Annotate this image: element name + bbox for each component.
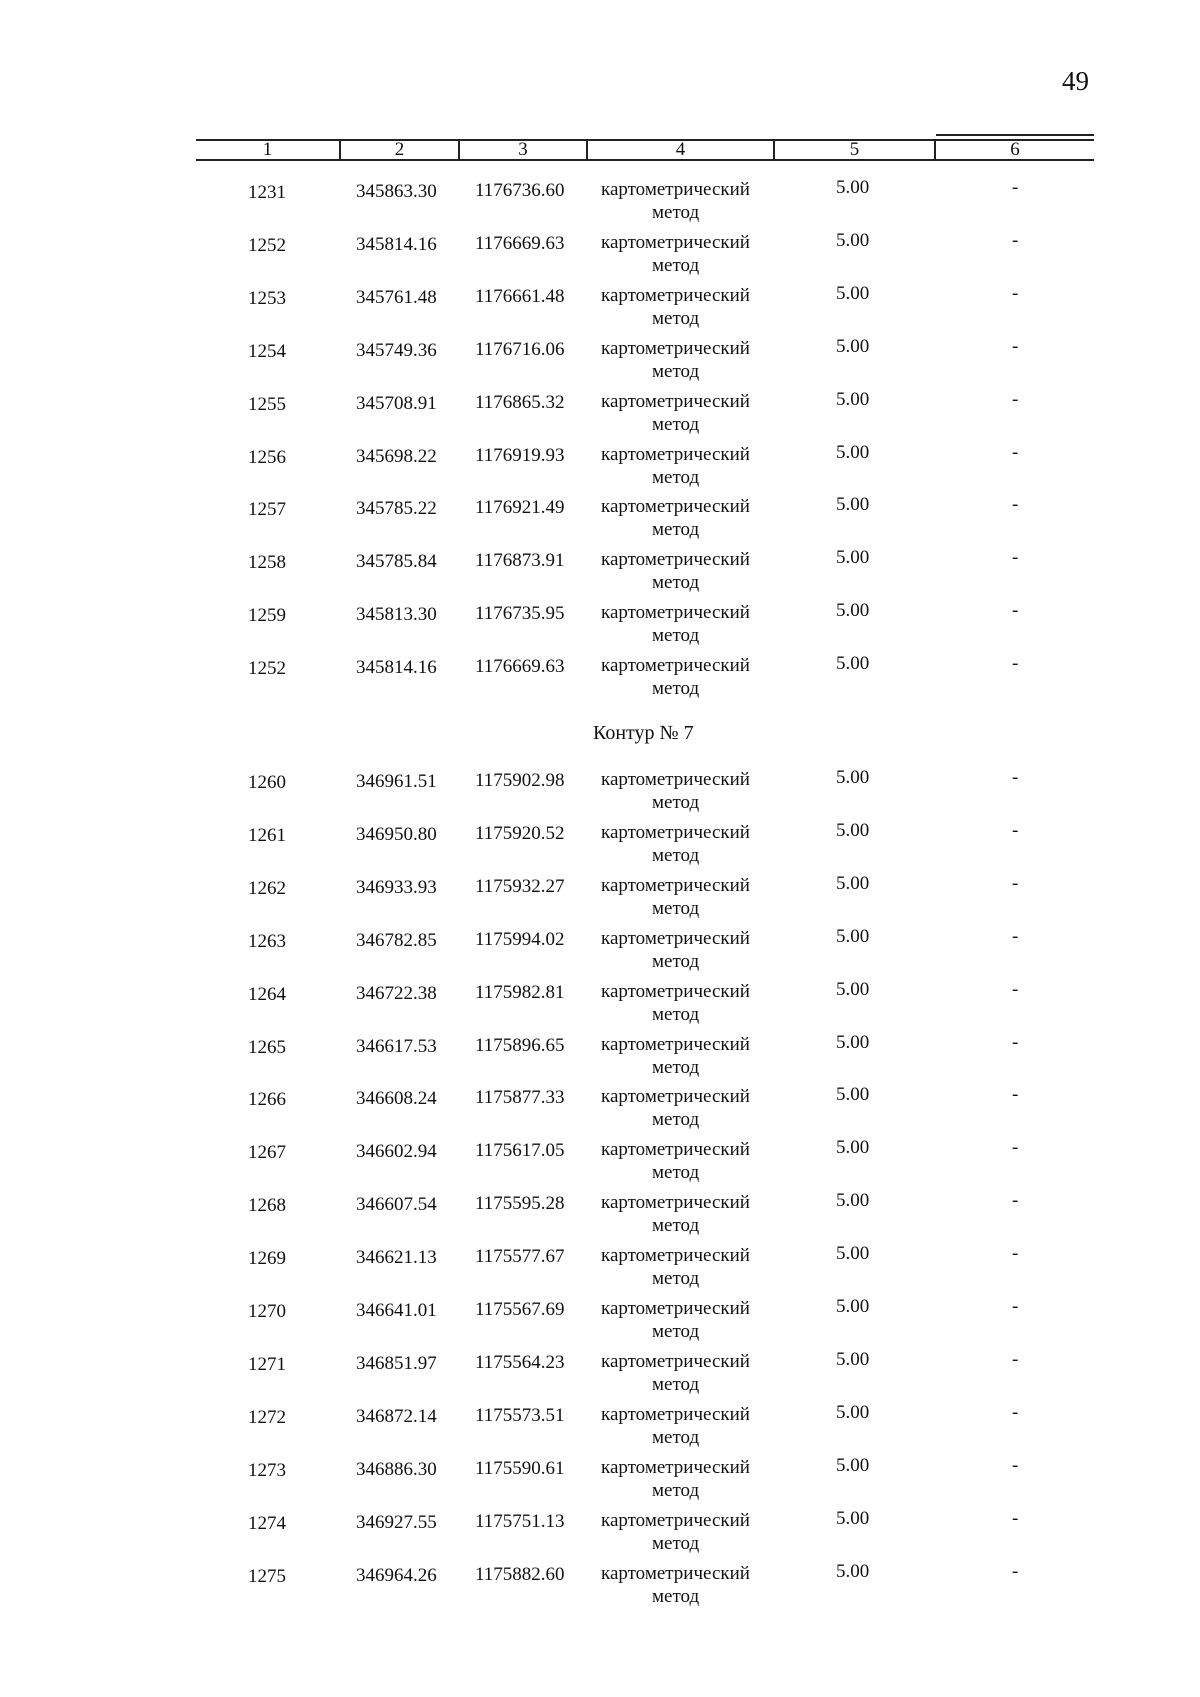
table-row [0,1455,1200,1507]
note-value: - [1012,441,1019,463]
method-line2: метод [652,1003,700,1025]
table-row [0,1190,1200,1242]
point-id: 1274 [248,1512,286,1534]
method-line1: картометрический [601,1456,750,1478]
point-id: 1263 [248,930,286,952]
accuracy-value: 5.00 [836,335,870,357]
coord-x: 345785.22 [356,498,437,520]
table-row [0,1137,1200,1189]
note-value: - [1012,872,1019,894]
note-value: - [1012,229,1019,251]
method-line1: картометрический [601,1086,750,1108]
method-line2: метод [652,897,700,919]
note-value: - [1012,600,1019,622]
accuracy-value: 5.00 [836,1507,870,1529]
coord-y: 1176669.63 [475,656,565,678]
note-value: - [1012,1190,1019,1212]
coord-y: 1175896.65 [475,1034,565,1056]
coord-y: 1175920.52 [475,822,565,844]
accuracy-value: 5.00 [836,441,870,463]
table-row [0,442,1200,494]
table-row [0,820,1200,872]
coord-y: 1175994.02 [475,928,565,950]
point-id: 1264 [248,983,286,1005]
note-value: - [1012,388,1019,410]
point-id: 1252 [248,658,286,680]
note-value: - [1012,1137,1019,1159]
coord-y: 1175564.23 [475,1351,565,1373]
accuracy-value: 5.00 [836,1190,870,1212]
method-line2: метод [652,1109,700,1131]
method-line2: метод [652,1479,700,1501]
point-id: 1267 [248,1142,286,1164]
coord-x: 345814.16 [356,233,437,255]
point-id: 1260 [248,772,286,793]
method-line2: метод [652,466,700,488]
note-value: - [1012,767,1019,788]
method-line1: картометрический [601,179,750,200]
method-line1: картометрический [601,1298,750,1319]
page-number: 49 [1062,66,1089,96]
table-row [0,1349,1200,1401]
note-value: - [1012,1084,1019,1106]
method-line2: метод [652,950,700,972]
table-row [0,873,1200,925]
coord-x: 345749.36 [356,339,437,361]
coord-x: 346607.54 [356,1194,437,1216]
method-line1: картометрический [601,874,750,896]
table-row [0,926,1200,978]
accuracy-value: 5.00 [836,1348,870,1370]
header-col-4: 4 [675,139,686,160]
accuracy-value: 5.00 [836,388,870,410]
point-id: 1272 [248,1406,286,1428]
coord-x: 345785.84 [356,551,437,573]
point-id: 1252 [248,234,286,256]
accuracy-value: 5.00 [836,1084,870,1106]
method-line1: картометрический [601,927,750,949]
header-col-3: 3 [518,139,528,160]
coord-x: 346602.94 [356,1141,437,1163]
point-id: 1271 [248,1353,286,1375]
point-id: 1259 [248,605,286,627]
table-row [0,979,1200,1031]
table-row [0,1561,1200,1613]
method-line2: метод [652,202,700,223]
method-line2: метод [652,1426,700,1448]
coord-y: 1175751.13 [475,1510,565,1532]
note-value: - [1012,547,1019,569]
point-id: 1253 [248,287,286,309]
accuracy-value: 5.00 [836,819,870,841]
accuracy-value: 5.00 [836,600,870,622]
coord-x: 346621.13 [356,1247,437,1269]
table-row [0,1508,1200,1560]
method-line1: картометрический [601,1139,750,1161]
coord-x: 346851.97 [356,1352,437,1374]
method-line1: картометрический [601,496,750,518]
method-line2: метод [652,360,700,382]
method-line2: метод [652,1373,700,1395]
coord-y: 1176865.32 [475,391,565,413]
note-value: - [1012,653,1019,675]
coord-y: 1176873.91 [475,550,565,572]
table-row [0,1243,1200,1295]
coord-y: 1176669.63 [475,232,565,254]
accuracy-value: 5.00 [836,1401,870,1423]
coord-x: 346782.85 [356,929,437,951]
coord-x: 346608.24 [356,1088,437,1110]
coord-x: 345814.16 [356,657,437,679]
note-value: - [1012,1454,1019,1476]
method-line1: картометрический [601,549,750,571]
accuracy-value: 5.00 [836,494,870,516]
point-id: 1262 [248,877,286,899]
table-row [0,547,1200,599]
table-row [0,230,1200,282]
method-line1: картометрический [601,337,750,359]
table-row [0,1084,1200,1136]
method-line1: картометрический [601,769,750,790]
accuracy-value: 5.00 [836,1243,870,1265]
section-title: Контур № 7 [593,722,694,744]
coord-y: 1175932.27 [475,875,565,897]
method-line1: картометрический [601,602,750,624]
header-rule-top-short [936,134,1094,136]
accuracy-value: 5.00 [836,282,870,304]
method-line2: метод [652,625,700,647]
method-line1: картометрический [601,1350,750,1372]
coord-y: 1176716.06 [475,338,565,360]
coord-x: 346964.26 [356,1564,437,1586]
table-row [0,494,1200,546]
coord-x: 346927.55 [356,1511,437,1533]
accuracy-value: 5.00 [836,978,870,1000]
table-row [0,767,1200,819]
method-line1: картометрический [601,231,750,253]
coord-x: 346961.51 [356,771,437,792]
accuracy-value: 5.00 [836,229,870,251]
accuracy-value: 5.00 [836,1296,870,1317]
point-id: 1231 [248,182,286,203]
coord-x: 346933.93 [356,876,437,898]
point-id: 1261 [248,824,286,846]
coord-x: 346886.30 [356,1458,437,1480]
method-line1: картометрический [601,1509,750,1531]
coord-y: 1175590.61 [475,1457,565,1479]
point-id: 1255 [248,393,286,415]
coord-y: 1175877.33 [475,1087,565,1109]
accuracy-value: 5.00 [836,925,870,947]
note-value: - [1012,1348,1019,1370]
method-line2: метод [652,254,700,276]
coord-x: 346950.80 [356,823,437,845]
point-id: 1258 [248,552,286,574]
point-id: 1256 [248,446,286,468]
table-row [0,336,1200,388]
point-id: 1265 [248,1036,286,1058]
point-id: 1269 [248,1248,286,1270]
method-line1: картометрический [601,390,750,412]
method-line2: метод [652,307,700,329]
point-id: 1268 [248,1195,286,1217]
header-col-1: 1 [262,139,273,160]
table-row [0,283,1200,335]
method-line2: метод [652,678,700,700]
note-value: - [1012,335,1019,357]
coord-x: 346872.14 [356,1405,437,1427]
accuracy-value: 5.00 [836,767,870,788]
coord-y: 1175577.67 [475,1246,565,1268]
coord-y: 1176736.60 [475,180,565,201]
coord-x: 346617.53 [356,1035,437,1057]
method-line2: метод [652,792,700,813]
accuracy-value: 5.00 [836,547,870,569]
coord-x: 346722.38 [356,982,437,1004]
accuracy-value: 5.00 [836,653,870,675]
method-line2: метод [652,1215,700,1237]
note-value: - [1012,925,1019,947]
accuracy-value: 5.00 [836,177,870,198]
method-line1: картометрический [601,284,750,306]
note-value: - [1012,978,1019,1000]
note-value: - [1012,1401,1019,1423]
point-id: 1273 [248,1459,286,1481]
point-id: 1275 [248,1565,286,1587]
note-value: - [1012,819,1019,841]
table-row [0,389,1200,441]
table-row [0,177,1200,229]
method-line2: метод [652,519,700,541]
method-line2: метод [652,844,700,866]
coord-y: 1175573.51 [475,1404,565,1426]
method-line1: картометрический [601,1245,750,1267]
table-row [0,653,1200,705]
coord-y: 1176661.48 [475,285,565,307]
method-line2: метод [652,1162,700,1184]
method-line2: метод [652,413,700,435]
method-line2: метод [652,1268,700,1290]
table-row [0,1296,1200,1348]
coord-y: 1175595.28 [475,1193,565,1215]
method-line1: картометрический [601,1033,750,1055]
accuracy-value: 5.00 [836,1031,870,1053]
coord-y: 1175902.98 [475,770,565,791]
note-value: - [1012,282,1019,304]
method-line2: метод [652,1585,700,1607]
method-line1: картометрический [601,655,750,677]
method-line1: картометрический [601,980,750,1002]
coord-y: 1176921.49 [475,497,565,519]
coord-x: 345708.91 [356,392,437,414]
note-value: - [1012,494,1019,516]
note-value: - [1012,1296,1019,1317]
header-col-2: 2 [394,139,405,160]
coord-y: 1176919.93 [475,444,565,466]
coord-x: 346641.01 [356,1300,437,1321]
method-line2: метод [652,1321,700,1342]
point-id: 1254 [248,340,286,362]
method-line1: картометрический [601,1562,750,1584]
note-value: - [1012,1507,1019,1529]
header-col-5: 5 [849,139,860,160]
coord-y: 1175567.69 [475,1299,565,1320]
coord-y: 1175882.60 [475,1563,565,1585]
table-row [0,600,1200,652]
method-line1: картометрический [601,443,750,465]
coord-x: 345863.30 [356,181,437,202]
method-line1: картометрический [601,1192,750,1214]
note-value: - [1012,1243,1019,1265]
point-id: 1266 [248,1089,286,1111]
coord-y: 1175982.81 [475,981,565,1003]
note-value: - [1012,177,1019,198]
point-id: 1270 [248,1301,286,1322]
table-row [0,1402,1200,1454]
accuracy-value: 5.00 [836,1454,870,1476]
coord-x: 345813.30 [356,604,437,626]
method-line2: метод [652,572,700,594]
method-line2: метод [652,1056,700,1078]
table-row [0,1032,1200,1084]
coord-y: 1176735.95 [475,603,565,625]
accuracy-value: 5.00 [836,1560,870,1582]
accuracy-value: 5.00 [836,872,870,894]
coord-x: 345698.22 [356,445,437,467]
point-id: 1257 [248,499,286,521]
method-line1: картометрический [601,821,750,843]
header-col-6: 6 [1010,139,1020,160]
note-value: - [1012,1560,1019,1582]
method-line1: картометрический [601,1403,750,1425]
method-line2: метод [652,1532,700,1554]
note-value: - [1012,1031,1019,1053]
coord-x: 345761.48 [356,286,437,308]
accuracy-value: 5.00 [836,1137,870,1159]
coord-y: 1175617.05 [475,1140,565,1162]
